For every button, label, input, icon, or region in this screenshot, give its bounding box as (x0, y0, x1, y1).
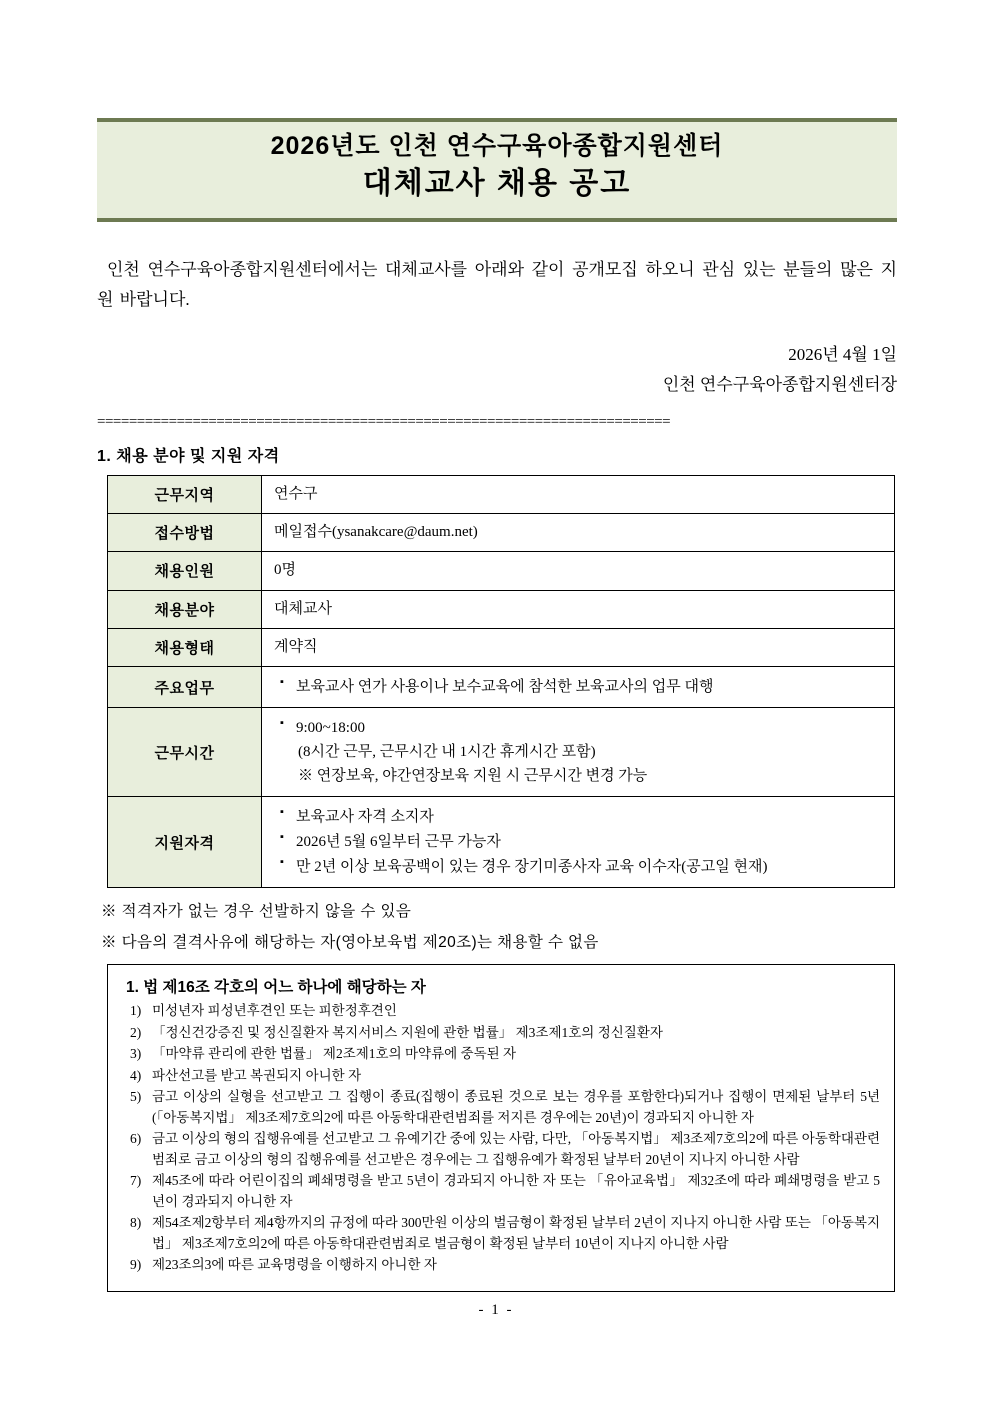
row-label: 근무시간 (108, 708, 262, 797)
row-label: 근무지역 (108, 475, 262, 513)
row-value: 계약직 (262, 628, 895, 666)
list-item: 「마약류 관리에 관한 법률」 제2조제1호의 마약류에 중독된 자 (152, 1046, 517, 1062)
qualification-text: 2026년 5월 6일부터 근무 가능자 (296, 834, 501, 850)
qualification-text: 만 2년 이상 보육공백이 있는 경우 장기미종사자 교육 이수자(공고일 현재) (296, 859, 768, 875)
hours-list (274, 716, 894, 788)
list-item: 제23조의3에 따른 교육명령을 이행하지 아니한 자 (152, 1257, 437, 1273)
table-row (108, 475, 895, 513)
qualification-text: 보육교사 자격 소지자 (296, 809, 434, 825)
section-1-heading: 1. 채용 분야 및 지원 자격 (97, 447, 280, 465)
title-banner (97, 118, 897, 222)
note-2: ※ 다음의 결격사유에 해당하는 자(영아보육법 제20조)는 채용할 수 없음 (101, 934, 599, 951)
intro-text: 인천 연수구육아종합지원센터에서는 대체교사를 아래와 같이 공개모집 하오니 관심 있는 분들의 많은 지원 바랍니다. (97, 259, 897, 309)
table-row-duty (108, 667, 895, 708)
table-row (108, 552, 895, 590)
row-label: 접수방법 (108, 514, 262, 552)
list-item: 제54조제2항부터 제4항까지의 규정에 따라 300만원 이상의 벌금형이 확정된 날부터 2년이 지나지 아니한 사람 또는 「아동복지법」 제3조제7호의2에 따른 아동학대관련범죄로 벌금형이 확정된 날부터 10년이 지나지 아니한 사람 (152, 1215, 880, 1251)
table-row-qualification (108, 797, 895, 888)
disqualification-list (122, 1001, 880, 1276)
table-row (108, 514, 895, 552)
row-value (262, 797, 895, 888)
list-item: 금고 이상의 형의 집행유예를 선고받고 그 유예기간 중에 있는 사람, 다만, 「아동복지법」 제3조제7호의2에 따른 아동학대관련범죄로 금고 이상의 형의 집행유예를 선고받은 경우에는 그 집행유예가 확정된 날부터 20년이 지나지 아니한 사람 (152, 1131, 880, 1167)
list-item: 파산선고를 받고 복권되지 아니한 자 (152, 1067, 362, 1083)
list-item (296, 716, 894, 788)
qualification-list (274, 805, 894, 879)
row-label: 채용인원 (108, 552, 262, 590)
table-row (108, 628, 895, 666)
row-value: 연수구 (262, 475, 895, 513)
page-number: - 1 - (478, 1302, 514, 1318)
row-value: 메일접수(ysanakcare@daum.net) (262, 514, 895, 552)
announcement-date: 2026년 4월 1일 (788, 345, 897, 365)
list-item (296, 805, 894, 829)
list-item (296, 855, 894, 879)
disqualification-title: 1. 법 제16조 각호의 어느 하나에 해당하는 자 (126, 979, 426, 996)
title-line-2: 대체교사 채용 공고 (362, 167, 632, 201)
table-row-hours (108, 708, 895, 797)
note-1: ※ 적격자가 없는 경우 선발하지 않을 수 있음 (101, 903, 412, 920)
duty-list (274, 675, 894, 699)
row-label: 채용형태 (108, 628, 262, 666)
hours-main-text: 9:00~18:00 (296, 720, 365, 736)
list-item (296, 675, 894, 699)
list-item: 금고 이상의 실형을 선고받고 그 집행이 종료(집행이 종료된 것으로 보는 경우를 포함한다)되거나 집행이 면제된 날부터 5년(「아동복지법」 제3조제7호의2에 따른 아동학대관련범죄를 저지른 경우에는 20년)이 경과되지 아니한 자 (152, 1089, 880, 1125)
list-item: 제45조에 따라 어린이집의 폐쇄명령을 받고 5년이 경과되지 아니한 자 또는 「유아교육법」 제32조에 따라 폐쇄명령을 받고 5년이 경과되지 아니한 자 (152, 1173, 880, 1209)
signature-block (97, 340, 897, 400)
row-value (262, 708, 895, 797)
issuer-name: 인천 연수구육아종합지원센터장 (662, 375, 897, 394)
row-value: 0명 (262, 552, 895, 590)
intro-paragraph (97, 255, 897, 315)
recruitment-info-table (107, 475, 895, 888)
row-value: 대체교사 (262, 590, 895, 628)
row-value (262, 667, 895, 708)
row-label: 지원자격 (108, 797, 262, 888)
disqualification-box (107, 964, 895, 1292)
list-item (296, 830, 894, 854)
title-line-1: 2026년도 인천 연수구육아종합지원센터 (270, 132, 724, 160)
hours-sub-text-1: (8시간 근무, 근무시간 내 1시간 휴게시간 포함) (298, 744, 596, 760)
duty-text: 보육교사 연가 사용이나 보수교육에 참석한 보육교사의 업무 대행 (296, 679, 714, 695)
list-item: 미성년자 피성년후견인 또는 피한정후견인 (152, 1003, 397, 1018)
table-row (108, 590, 895, 628)
row-label: 주요업무 (108, 667, 262, 708)
hours-sub-text-2: ※ 연장보육, 야간연장보육 지원 시 근무시간 변경 가능 (298, 768, 648, 784)
row-label: 채용분야 (108, 590, 262, 628)
horizontal-divider: ======================================================================== (97, 413, 671, 430)
document-content (97, 0, 897, 1292)
list-item: 「정신건강증진 및 정신질환자 복지서비스 지원에 관한 법률」 제3조제1호의 정신질환자 (152, 1024, 663, 1040)
